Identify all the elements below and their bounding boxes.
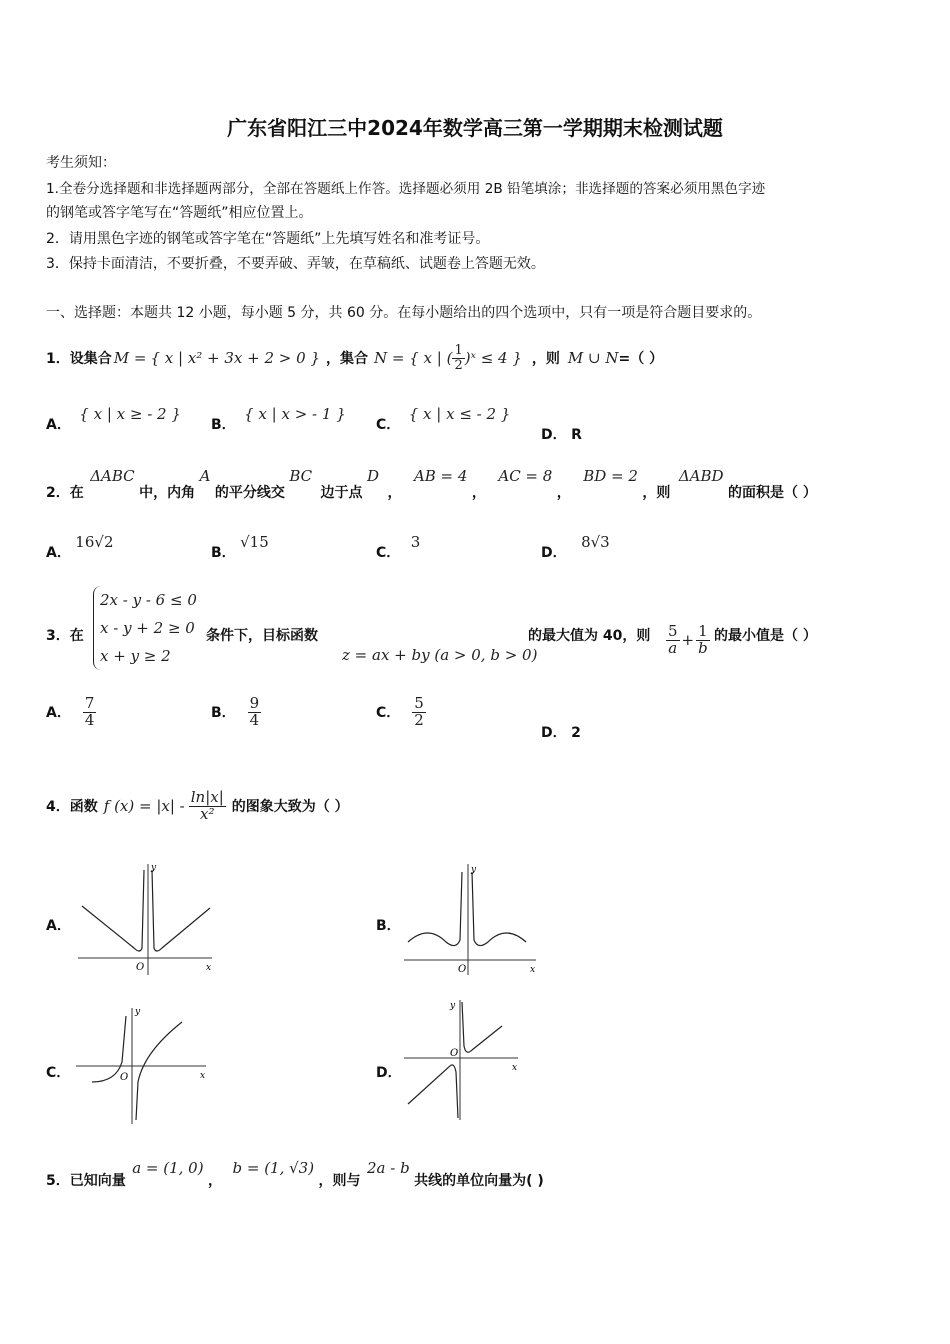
- q4-graph-c[interactable]: [72, 1002, 218, 1126]
- q3-text-3: 的最小值是（ ）: [714, 628, 817, 644]
- q1-option-d[interactable]: D． R: [541, 427, 582, 443]
- question-4: 4．函数 f (x) = |x| - $\frac{\ln|x|}{\text{x²}}$ 的图象大致为（ ）: [46, 787, 349, 823]
- q4-option-c-label[interactable]: C．: [46, 1065, 71, 1081]
- svg-text:x: x: [530, 965, 536, 975]
- q3-constraint-system: 2x - y - 6 ≤ 0 x - y + 2 ≥ 0 x + y ≥ 2: [93, 586, 197, 670]
- question-5: 5．已知向量 a = (1, 0) ， b = (1, √3) ，则与 2a - b 共线的单位向量为( ): [46, 1159, 544, 1189]
- q4-option-d-label[interactable]: D．: [376, 1065, 402, 1081]
- page-title: 广东省阳江三中2024年数学高三第一学期期末检测试题: [227, 116, 723, 140]
- q2-option-b[interactable]: B． √15: [211, 533, 269, 561]
- svg-text:x: x: [200, 1071, 206, 1081]
- svg-text:O: O: [120, 1072, 129, 1083]
- q4-option-b-label[interactable]: B．: [376, 918, 401, 934]
- svg-text:y: y: [471, 865, 477, 875]
- q4-graph-b[interactable]: [400, 860, 546, 978]
- svg-text:O: O: [450, 1048, 459, 1059]
- q1-option-b[interactable]: B． { x | x > - 1 }: [211, 405, 346, 433]
- notice-item-1-cont: 的钢笔或答字笔写在“答题纸”相应位置上。: [46, 205, 313, 221]
- q3-text-2: 的最大值为 40，则: [528, 628, 651, 644]
- q3-prefix: 3．在: [46, 628, 84, 644]
- q4-graph-d[interactable]: [400, 996, 530, 1124]
- svg-text:y: y: [135, 1007, 141, 1017]
- q4-graph-a[interactable]: [72, 860, 222, 978]
- notice-heading: 考生须知：: [46, 155, 116, 171]
- question-1: 1．设集合 M = { x | x² + 3x + 2 > 0 } ，集合 N = { x | ( $\frac{1}{2}$ )ˣ ≤ 4 } ，则 M ∪ N =（ ）: [46, 342, 664, 373]
- q3-objective: z = ax + by (a > 0, b > 0): [342, 646, 538, 664]
- question-2: 2．在 ΔABC 中，内角 A 的平分线交 BC 边于点 D ， AB = 4 ， AC = 8 ， BD = 2 ，则 ΔABD 的面积是（ ）: [46, 467, 817, 501]
- q2-option-c[interactable]: C． 3: [376, 533, 421, 561]
- notice-item-2: 2．请用黑色字迹的钢笔或答字笔在“答题纸”上先填写姓名和准考证号。: [46, 231, 490, 247]
- q2-option-d[interactable]: D． 8√3: [541, 533, 610, 561]
- q4-option-a-label[interactable]: A．: [46, 918, 71, 934]
- q3-option-b[interactable]: B． $\frac{9}{4}$: [211, 694, 260, 729]
- section-heading: 一、选择题：本题共 12 小题，每小题 5 分，共 60 分。在每小题给出的四个选项中，只有一项是符合题目要求的。: [46, 305, 762, 321]
- svg-text:O: O: [458, 964, 467, 975]
- q3-expression: $\frac{5}{a}$ + $\frac{1}{b}$: [668, 622, 708, 657]
- q2-option-a[interactable]: A． 16√2: [46, 533, 114, 561]
- q1-option-c[interactable]: C． { x | x ≤ - 2 }: [376, 405, 511, 433]
- q3-option-c[interactable]: C． $\frac{5}{2}$: [376, 694, 424, 729]
- q3-option-a[interactable]: A． $\frac{7}{4}$: [46, 694, 95, 729]
- notice-item-1: 1.全卷分选择题和非选择题两部分，全部在答题纸上作答。选择题必须用 2B 铅笔填涂；非选择题的答案必须用黑色字迹: [46, 181, 766, 197]
- svg-text:y: y: [151, 863, 157, 873]
- svg-text:O: O: [136, 962, 145, 973]
- notice-item-3: 3．保持卡面清洁，不要折叠，不要弄破、弄皱，在草稿纸、试题卷上答题无效。: [46, 256, 545, 272]
- svg-text:x: x: [206, 963, 212, 973]
- q3-option-d[interactable]: D． 2: [541, 725, 581, 741]
- q1-option-a[interactable]: A． { x | x ≥ - 2 }: [46, 405, 181, 433]
- fraction-half: $\frac{1}{2}$: [454, 342, 463, 373]
- svg-text:x: x: [512, 1063, 518, 1073]
- q3-text-1: 条件下，目标函数: [206, 628, 318, 644]
- svg-text:y: y: [450, 1001, 456, 1011]
